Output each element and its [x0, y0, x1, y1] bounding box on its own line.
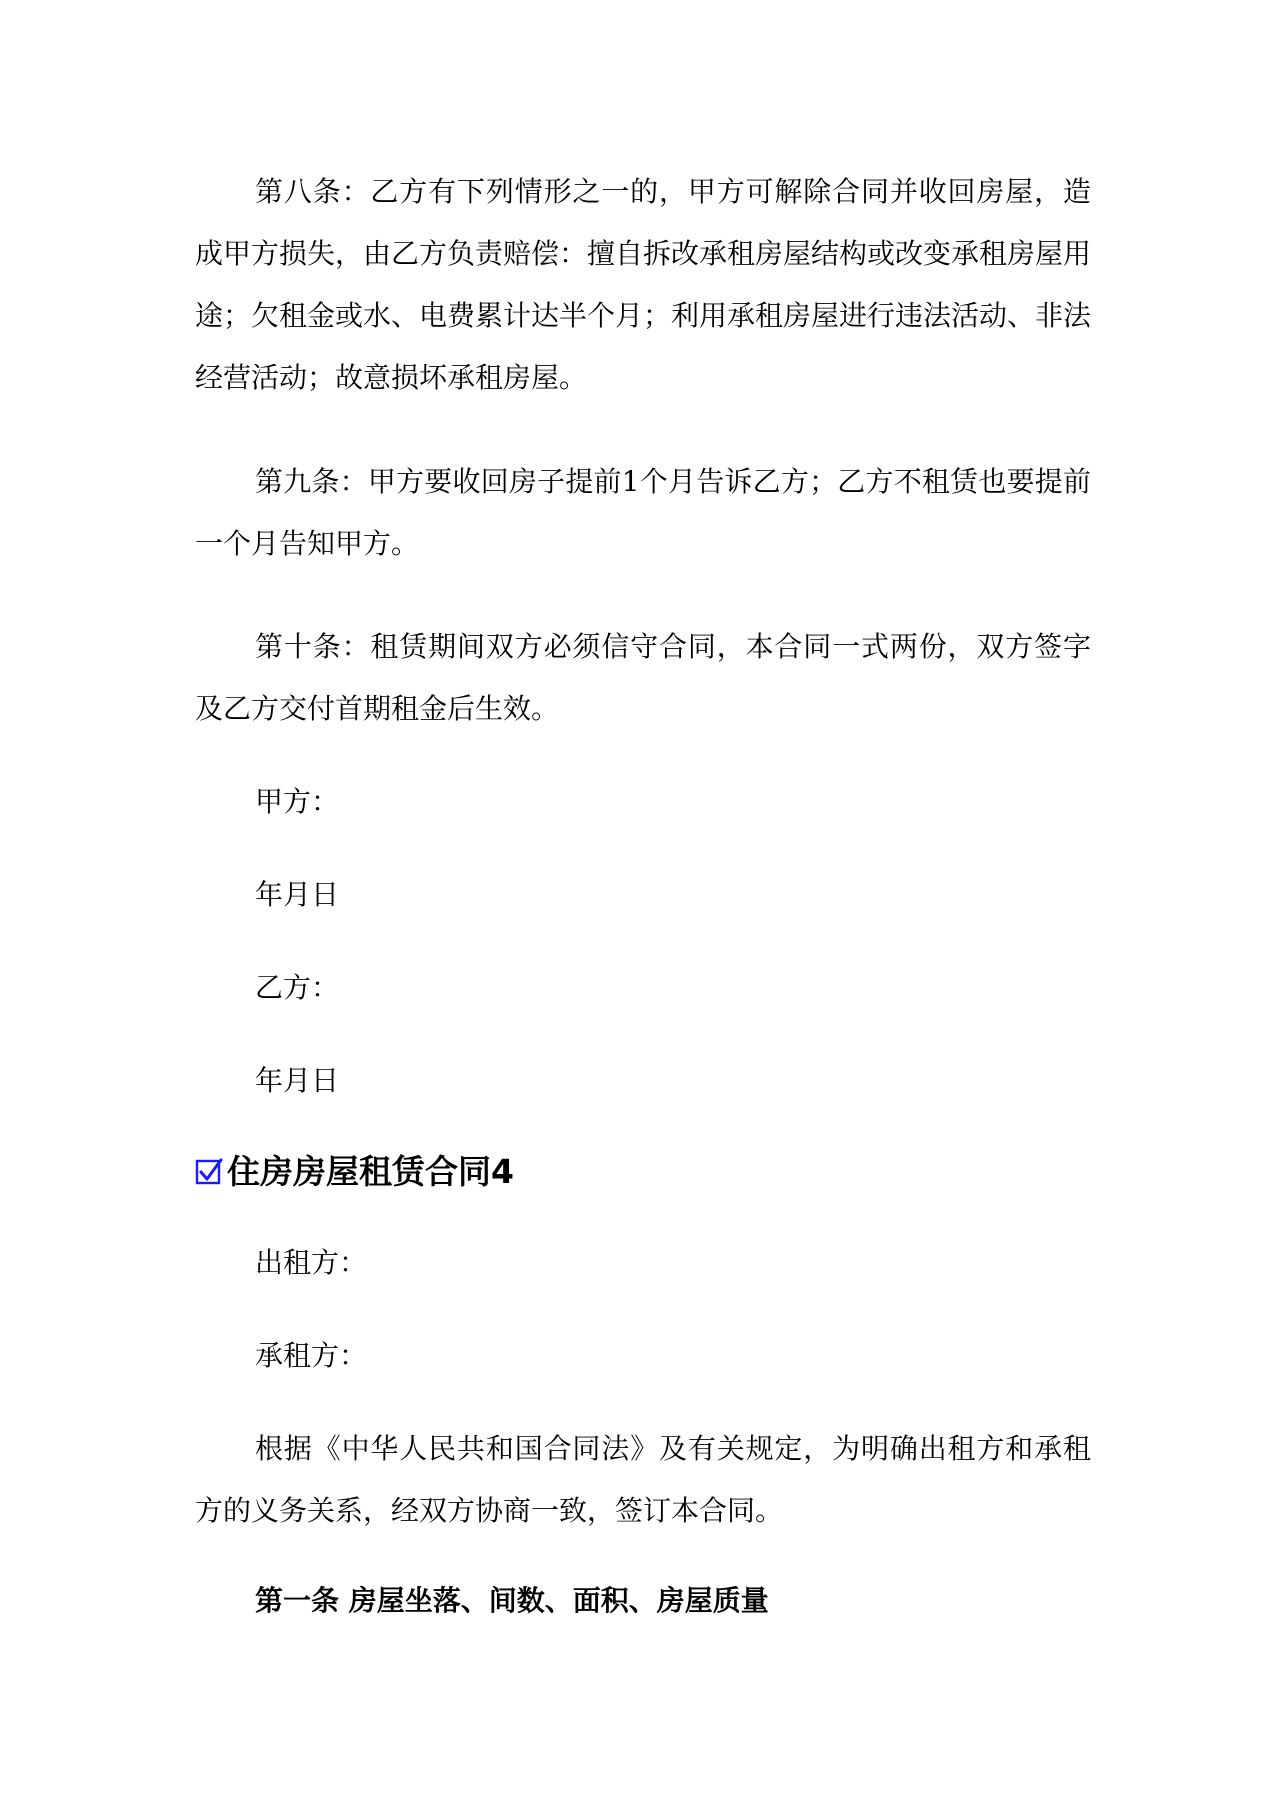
- party-b-date-line: 年月日: [255, 1064, 340, 1097]
- lessee-line: 承租方：: [255, 1339, 368, 1372]
- party-a-date-line: 年月日: [255, 878, 340, 911]
- contract-heading: [195, 1142, 514, 1196]
- intro-paragraph: 根据《中华人民共和国合同法》及有关规定，为明确出租方和承租方的义务关系，经双方协商一致，签订本合同。: [195, 1432, 1091, 1527]
- article-10-paragraph: 第十条：租赁期间双方必须信守合同，本合同一式两份，双方签字及乙方交付首期租金后生效。: [195, 630, 1091, 725]
- party-b-signature-line: 乙方：: [255, 971, 340, 1004]
- party-a-signature-line: 甲方：: [255, 785, 340, 818]
- article-8-paragraph: 第八条：乙方有下列情形之一的，甲方可解除合同并收回房屋，造成甲方损失，由乙方负责赔偿：擅自拆改承租房屋结构或改变承租房屋用途；欠租金或水、电费累计达半个月；利用承租房屋进行违法活动、非法经营活动；故意损坏承租房屋。: [195, 175, 1092, 394]
- checkbox-checked-icon: [195, 1155, 223, 1183]
- article-1-title: 第一条 房屋坐落、间数、面积、房屋质量: [255, 1584, 769, 1617]
- lessor-line: 出租方：: [255, 1246, 368, 1279]
- contract-heading-text: 住房房屋租赁合同4: [227, 1151, 514, 1191]
- article-9-paragraph: 第九条：甲方要收回房子提前1个月告诉乙方；乙方不租赁也要提前一个月告知甲方。: [195, 465, 1091, 560]
